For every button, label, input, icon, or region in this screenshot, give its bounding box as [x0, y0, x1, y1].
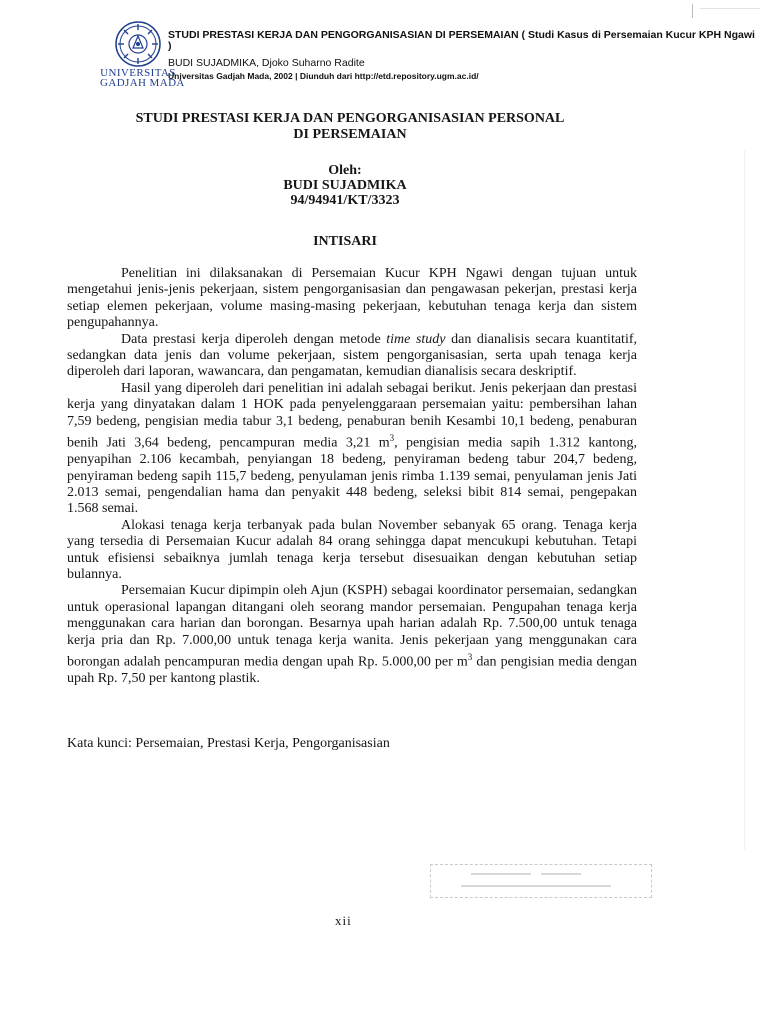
university-logo [100, 20, 185, 89]
text-run: dan dianalisis secara kuantitatif, sedangkan data jenis dan volume pekerjaan, sistem pengorganisasian, serta upah tenaga kerja diperoleh dari laporan, wawancara, dan pengamatan, kemudian dianalisis secara deskriptif. [67, 331, 637, 380]
superscript-text: 3 [389, 433, 395, 444]
university-seal-icon [114, 20, 162, 68]
keywords: Kata kunci: Persemaian, Prestasi Kerja, Pengorganisasian [67, 736, 390, 751]
scan-artifact [692, 4, 693, 18]
scan-artifact [744, 150, 745, 850]
header-authors: BUDI SUJADMIKA, Djoko Suharno Radite [168, 57, 365, 69]
logo-line-2: GADJAH MADA [100, 77, 185, 89]
text-run: Hasil yang diperoleh dari penelitian ini adalah sebagai berikut. Jenis pekerjaan dan prestasi kerja yang dinyatakan dalam 1 HOK pada penyelenggaraan persemaian yaitu: pembersihan lahan 7,59 bedeng, pengisian media tabur 3,1 bedeng, penaburan benih Kesambi 10,1 bedeng, penaburan benih Jati 3,64 bedeng, pencampuran media 3,21 m [67, 380, 637, 451]
section-heading: INTISARI [313, 234, 377, 249]
text-run: dan pengisian media dengan upah Rp. 7,50 per kantong plastik. [67, 654, 637, 687]
author-name: BUDI SUJADMIKA [283, 178, 407, 193]
document-title [60, 111, 640, 143]
scan-artifact [700, 8, 760, 9]
logo-line-1: UNIVERSITAS [100, 67, 176, 79]
italic-text: time study [386, 331, 446, 347]
by-label: Oleh: [328, 163, 362, 178]
superscript-text: 3 [467, 652, 473, 662]
title-line-1: STUDI PRESTASI KERJA DAN PENGORGANISASIAN PERSONAL [135, 111, 565, 126]
header-source: Universitas Gadjah Mada, 2002 | Diunduh dari http://etd.repository.ugm.ac.id/ [168, 71, 479, 81]
page-number: xii [335, 913, 352, 928]
student-id: 94/94941/KT/3323 [290, 193, 400, 208]
abstract-paragraph [67, 518, 637, 584]
abstract-body [67, 266, 637, 687]
repository-header [168, 30, 758, 82]
abstract-paragraph [67, 381, 637, 518]
header-title: STUDI PRESTASI KERJA DAN PENGORGANISASIAN DI PERSEMAIAN ( Studi Kasus di Persemaian Kucur KPH Ngawi ) [168, 29, 755, 52]
faded-stamp [430, 864, 652, 898]
text-run: Penelitian ini dilaksanakan di Persemaian Kucur KPH Ngawi dengan tujuan untuk mengetahui jenis-jenis pekerjaan, sistem pengorganisasian dan pengawasan pekerjan, prestasi kerja setiap elemen pekerjaan, volume masing-masing pekerjaan, kebutuhan tenaga kerja dan sistem pengupahannya. [67, 266, 637, 331]
byline [0, 163, 690, 208]
abstract-paragraph [67, 583, 637, 687]
abstract-paragraph [67, 332, 637, 381]
text-run: Alokasi tenaga kerja terbanyak pada bulan November sebanyak 65 orang. Tenaga kerja yang tersedia di Persemaian Kucur adalah 84 orang sehingga dapat mencukupi kebutuhan. Tetapi untuk efisiensi sebaiknya jumlah tenaga kerja tersebut disesuaikan dengan kebutuhan setiap bulannya. [67, 517, 637, 582]
text-run: Data prestasi kerja diperoleh dengan metode [121, 331, 387, 347]
text-run: , pengisian media sapih 1.312 kantong, penyapihan 2.106 kecambah, penyiangan 18 bedeng, penyiraman bedeng tabur 204,7 bedeng, penyiraman bedeng sapih 115,7 bedeng, penyulaman jenis rimba 1.139 semai, penyulaman jenis Jati 2.013 semai, pengendalian hama dan penyakit 448 bedeng, seleksi bibit 814 semai, pengepakan 1.568 semai. [67, 435, 637, 517]
title-line-2: DI PERSEMAIAN [293, 127, 407, 142]
abstract-paragraph [67, 266, 637, 332]
text-run: Persemaian Kucur dipimpin oleh Ajun (KSPH) sebagai koordinator persemaian, sedangkan untuk operasional lapangan ditangani oleh seorang mandor persemaian. Pengupahan tenaga kerja menggunakan cara harian dan borongan. Besarnya upah harian adalah Rp. 7.500,00 untuk tenaga kerja pria dan Rp. 7.000,00 untuk tenaga kerja wanita. Jenis pekerjaan yang menggunakan cara borongan adalah pencampuran media dengan upah Rp. 5.000,00 per m [67, 583, 637, 670]
